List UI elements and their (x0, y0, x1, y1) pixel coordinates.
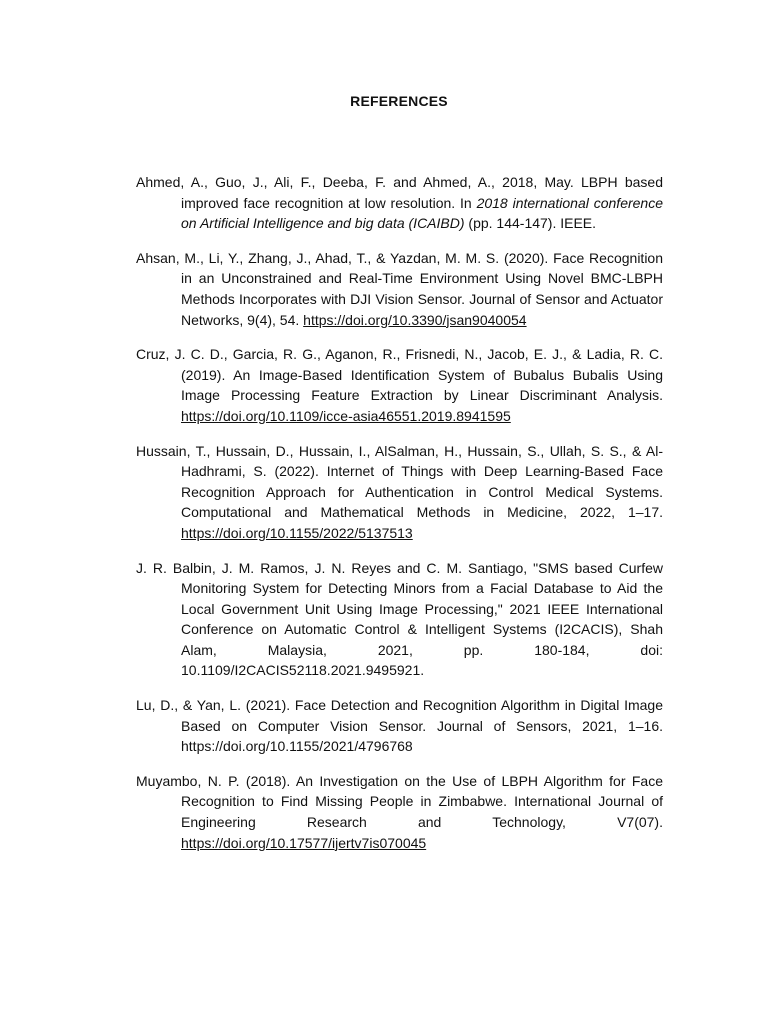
reference-italic-text: 2018 international conference on Artificial Intelligence and big data (ICAIBD) (181, 194, 664, 232)
reference-item (136, 248, 663, 330)
reference-text: Muyambo, N. P. (2018). An Investigation on the Use of LBPH Algorithm for Face Recognition to Find Missing People in Zimbabwe. International Journal of Engineering Research and Technology, V7(07). (136, 772, 663, 831)
reference-item (136, 441, 663, 544)
reference-item (136, 344, 663, 426)
reference-list (136, 158, 663, 866)
reference-doi-link[interactable]: https://doi.org/10.3390/jsan9040054 (303, 311, 527, 328)
reference-text-end: (pp. 144-147). IEEE. (464, 215, 597, 232)
reference-text: Cruz, J. C. D., Garcia, R. G., Aganon, R., Frisnedi, N., Jacob, E. J., & Ladia, R. C. (2019). An Image-Based Identification System of Bubalus Bubalis Using Image Processing Feature Extraction by Linear Discriminant Analysis. (136, 346, 663, 404)
reference-item (136, 172, 663, 234)
reference-doi-link[interactable]: https://doi.org/10.1109/icce-asia46551.2019.8941595 (181, 407, 511, 424)
reference-doi-link[interactable]: https://doi.org/10.17577/ijertv7is070045 (181, 834, 427, 851)
reference-item (136, 558, 663, 682)
page-title: REFERENCES (350, 93, 448, 109)
reference-text: Ahmed, A., Guo, J., Ali, F., Deeba, F. and Ahmed, A., 2018, May. LBPH based improved face recognition at low resolution. In (136, 174, 663, 211)
reference-item (136, 695, 663, 757)
reference-text: Hussain, T., Hussain, D., Hussain, I., AlSalman, H., Hussain, S., Ullah, S. S., & Al-Hadhrami, S. (2022). Internet of Things with Deep Learning-Based Face Recognition Approach for Authentication in Control Medical Systems. Computational and Mathematical Methods in Medicine, 2022, 1–17. (136, 442, 663, 521)
reference-item (136, 771, 663, 853)
reference-text: Ahsan, M., Li, Y., Zhang, J., Ahad, T., & Yazdan, M. M. S. (2020). Face Recognition in an Unconstrained and Real-Time Environment Using Novel BMC-LBPH Methods Incorporates with DJI Vision Sensor. Journal of Sensor and Actuator Networks, 9(4), 54. (136, 249, 663, 328)
reference-text: Lu, D., & Yan, L. (2021). Face Detection and Recognition Algorithm in Digital Image Based on Computer Vision Sensor. Journal of Sensors, 2021, 1–16. https://doi.org/10.1155/2021/4796768 (136, 697, 663, 755)
reference-text: J. R. Balbin, J. M. Ramos, J. N. Reyes and C. M. Santiago, "SMS based Curfew Monitoring System for Detecting Minors from a Facial Database to Aid the Local Government Unit Using Image Processing," 2021 IEEE International Conference on Automatic Control & Intelligent Systems (I2CACIS), Shah Alam, Malaysia, 2021, pp. 180-184, doi: 10.1109/I2CACIS52118.2021.9495921. (136, 559, 663, 679)
reference-doi-link[interactable]: https://doi.org/10.1155/2022/5137513 (181, 524, 413, 541)
